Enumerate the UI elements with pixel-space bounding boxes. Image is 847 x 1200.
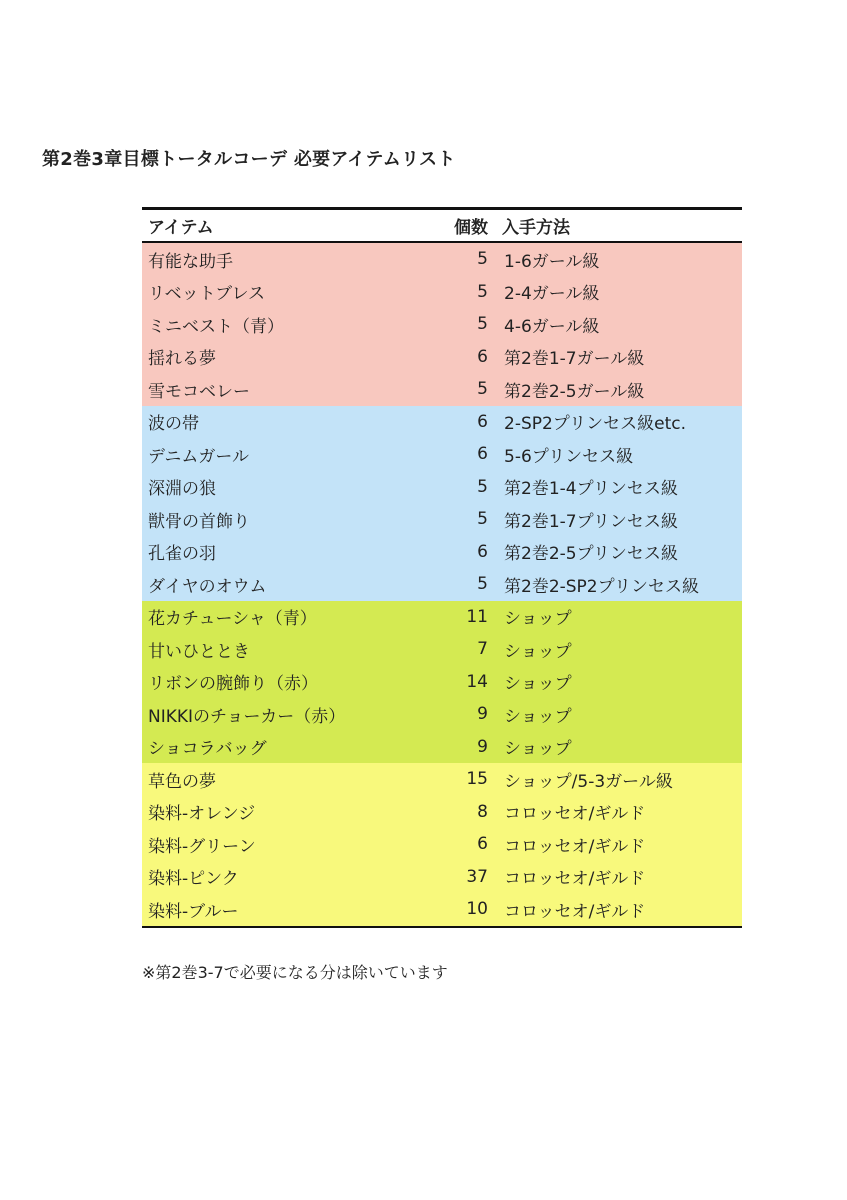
item-name-cell: 孔雀の羽	[148, 544, 216, 565]
source-cell: 第2巻2-5プリンセス級	[504, 544, 678, 565]
table-row	[142, 438, 742, 471]
source-cell: ショップ	[504, 706, 572, 727]
table-row	[142, 796, 742, 829]
item-name-cell: 草色の夢	[148, 771, 216, 792]
source-cell: ショップ	[504, 641, 572, 662]
quantity-cell: 5	[477, 509, 488, 530]
item-name-cell: リベットブレス	[148, 284, 265, 305]
table-row	[142, 242, 742, 276]
quantity-cell: 9	[477, 736, 488, 757]
source-cell: コロッセオ/ギルド	[504, 869, 646, 890]
table-row	[142, 568, 742, 601]
quantity-cell: 5	[477, 281, 488, 302]
quantity-cell: 14	[466, 671, 488, 692]
table-row	[142, 601, 742, 634]
item-name-cell: ミニベスト（青）	[148, 316, 284, 337]
item-name-cell: 甘いひととき	[148, 641, 250, 662]
source-cell: ショップ	[504, 739, 572, 760]
source-cell: 2-SP2プリンセス級etc.	[504, 414, 687, 435]
item-table	[142, 207, 742, 928]
quantity-cell: 7	[477, 639, 488, 660]
quantity-cell: 6	[477, 834, 488, 855]
source-cell: コロッセオ/ギルド	[504, 804, 646, 825]
source-cell: ショップ	[504, 609, 572, 630]
item-name-cell: 染料-ブルー	[148, 901, 239, 922]
quantity-cell: 5	[477, 379, 488, 400]
table-row	[142, 861, 742, 894]
source-cell: 4-6ガール級	[504, 316, 600, 337]
quantity-cell: 6	[477, 346, 488, 367]
item-name-cell: 深淵の狼	[148, 479, 216, 500]
item-name-cell: 花カチューシャ（青）	[148, 609, 317, 630]
source-cell: 第2巻1-7ガール級	[504, 349, 645, 370]
item-name-cell: ショコラバッグ	[148, 739, 267, 760]
table-header-row	[142, 209, 742, 243]
quantity-cell: 10	[466, 899, 488, 920]
source-cell: 第2巻1-7プリンセス級	[504, 511, 678, 532]
table-row	[142, 406, 742, 439]
table-row	[142, 373, 742, 406]
header-source: 入手方法	[496, 209, 742, 243]
item-name-cell: ダイヤのオウム	[148, 576, 267, 597]
source-cell: 第2巻2-SP2プリンセス級	[504, 576, 699, 597]
source-cell: 1-6ガール級	[504, 251, 600, 272]
table-row	[142, 536, 742, 569]
header-item: アイテム	[142, 209, 444, 243]
page-title: 第2巻3章目標トータルコーデ 必要アイテムリスト	[42, 149, 456, 170]
quantity-cell: 9	[477, 704, 488, 725]
footnote: ※第2巻3-7で必要になる分は除いています	[142, 963, 448, 982]
quantity-cell: 5	[477, 574, 488, 595]
quantity-cell: 6	[477, 541, 488, 562]
quantity-cell: 5	[477, 476, 488, 497]
quantity-cell: 8	[477, 801, 488, 822]
source-cell: ショップ	[504, 674, 572, 695]
item-name-cell: 揺れる夢	[148, 349, 216, 370]
item-name-cell: 染料-ピンク	[148, 869, 239, 890]
table-row	[142, 471, 742, 504]
quantity-cell: 5	[477, 314, 488, 335]
source-cell: ショップ/5-3ガール級	[504, 771, 673, 792]
item-name-cell: NIKKIのチョーカー（赤）	[148, 706, 346, 727]
quantity-cell: 6	[477, 411, 488, 432]
item-name-cell: 獣骨の首飾り	[148, 511, 250, 532]
source-cell: 2-4ガール級	[504, 284, 600, 305]
table-row	[142, 698, 742, 731]
table-row	[142, 763, 742, 796]
item-name-cell: 雪モコベレー	[148, 381, 250, 402]
quantity-cell: 37	[466, 866, 488, 887]
table-row	[142, 276, 742, 309]
source-cell: コロッセオ/ギルド	[504, 836, 646, 857]
quantity-cell: 5	[477, 249, 488, 270]
item-name-cell: 染料-オレンジ	[148, 804, 256, 825]
quantity-cell: 6	[477, 444, 488, 465]
quantity-cell: 11	[466, 606, 488, 627]
table-row	[142, 731, 742, 764]
item-name-cell: 波の帯	[148, 414, 199, 435]
source-cell: 第2巻1-4プリンセス級	[504, 479, 678, 500]
table-row	[142, 503, 742, 536]
table-row	[142, 893, 742, 927]
header-quantity: 個数	[444, 209, 496, 243]
source-cell: コロッセオ/ギルド	[504, 901, 646, 922]
item-name-cell: 染料-グリーン	[148, 836, 256, 857]
table-row	[142, 633, 742, 666]
table-row	[142, 828, 742, 861]
quantity-cell: 15	[466, 769, 488, 790]
source-cell: 5-6プリンセス級	[504, 446, 634, 467]
source-cell: 第2巻2-5ガール級	[504, 381, 645, 402]
table-row	[142, 308, 742, 341]
item-name-cell: 有能な助手	[148, 251, 233, 272]
item-name-cell: リボンの腕飾り（赤）	[148, 674, 318, 695]
item-name-cell: デニムガール	[148, 446, 249, 467]
table-row	[142, 666, 742, 699]
table-row	[142, 341, 742, 374]
